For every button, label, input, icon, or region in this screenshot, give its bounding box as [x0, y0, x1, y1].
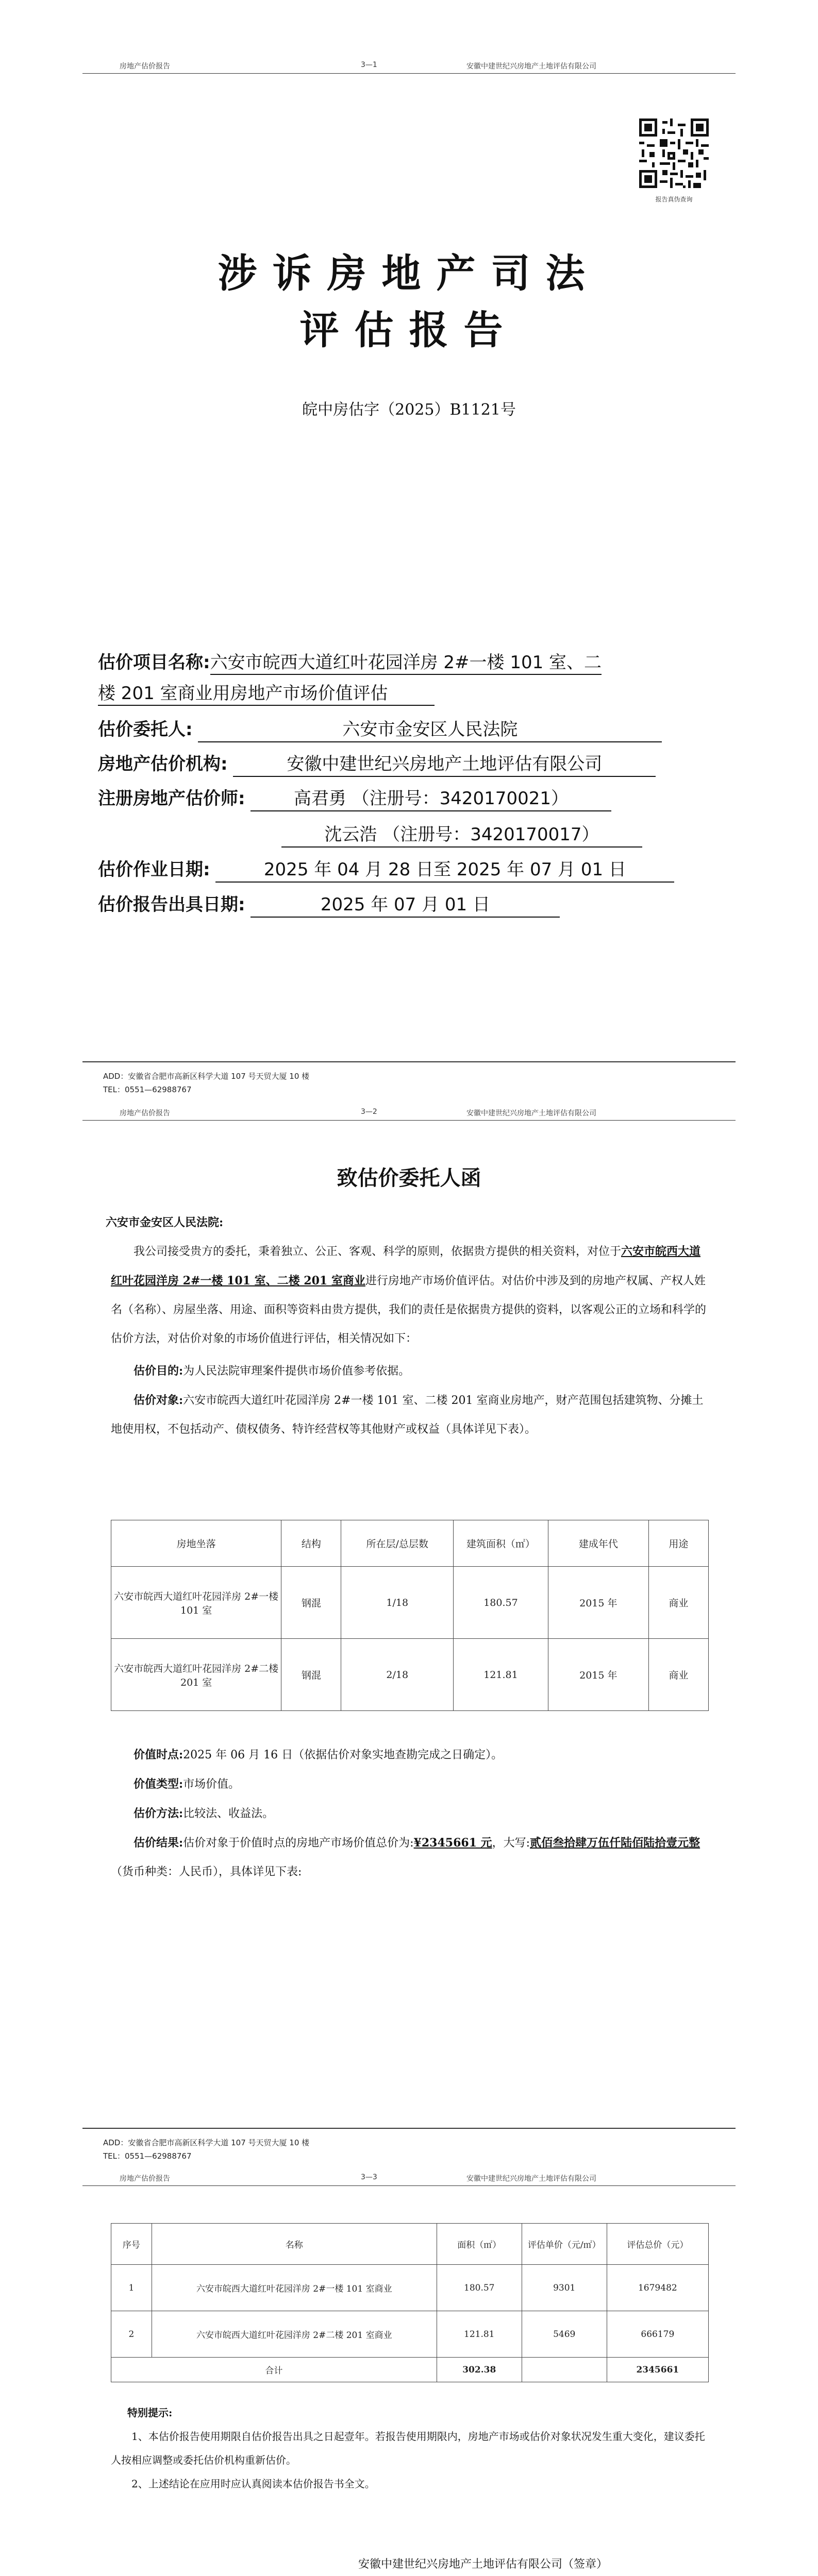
property-name: 六安市皖西大道红叶花园洋房 2#一楼 101 室、二楼 201 室商业	[111, 1245, 701, 1287]
appraiser-1: 高君勇 （注册号：3420170021）	[293, 788, 569, 809]
issue-value: 2025 年 07 月 01 日	[320, 894, 490, 915]
purpose-paragraph: 估价目的:为人民法院审理案件提供市场价值参考依据。	[133, 1364, 410, 1378]
footer-address: ADD：安徽省合肥市高新区科学大道 107 号天贸大厦 10 楼	[103, 1072, 310, 1081]
period-label: 估价作业日期:	[98, 859, 210, 880]
value-result: 估价结果:估价对象于价值时点的房地产市场价值总价为:¥2345661 元，大写:贰佰叁拾肆万伍仟陆佰陆拾壹元整（货币种类：人民币），具体详见下表:	[111, 1836, 700, 1878]
result-upper: 贰佰叁拾肆万伍仟陆佰陆拾壹元整	[530, 1836, 700, 1850]
value-time: 价值时点:2025 年 06 月 16 日（依据估价对象实地查勘完成之日确定）。	[133, 1748, 503, 1761]
client-value: 六安市金安区人民法院	[342, 719, 518, 740]
header-page: 3—1	[361, 61, 377, 69]
header-left: 房地产估价报告	[120, 2175, 170, 2183]
issue-label: 估价报告出具日期:	[98, 894, 245, 915]
header-page: 3—3	[361, 2173, 377, 2181]
report-title-line1: 涉诉房地产司法	[218, 250, 600, 296]
qr-code[interactable]	[639, 118, 709, 188]
value-method: 估价方法:比较法、收益法。	[133, 1807, 274, 1820]
header-left: 房地产估价报告	[120, 62, 170, 71]
table-row: 2 六安市皖西大道红叶花园洋房 2#二楼 201 室商业 121.81 5469 666179	[111, 2311, 709, 2358]
project-label: 估价项目名称:	[98, 652, 210, 673]
footer-tel: TEL：0551—62988767	[103, 2151, 192, 2161]
qr-code-icon	[639, 118, 709, 188]
th-structure: 结构	[281, 1520, 341, 1567]
header-left: 房地产估价报告	[120, 1109, 170, 1117]
table-row: 1 六安市皖西大道红叶花园洋房 2#一楼 101 室商业 180.57 9301 1679482	[111, 2265, 709, 2311]
object-paragraph: 估价对象:六安市皖西大道红叶花园洋房 2#一楼 101 室、二楼 201 室商业房地产，财产范围包括建筑物、分摊土地使用权，不包括动产、债权债务、特许经营权等其他财产或权益（具体详见下表）。	[111, 1394, 704, 1436]
salutation: 六安市金安区人民法院:	[106, 1216, 224, 1229]
value-type: 价值类型:市场价值。	[133, 1777, 240, 1791]
letter-body	[106, 1208, 707, 1444]
table-row: 六安市皖西大道红叶花园洋房 2#二楼 201 室 钢混 2/18 121.81 2015 年 商业	[111, 1639, 709, 1711]
company-sign: 安徽中建世纪兴房地产土地评估有限公司（签章）	[358, 2558, 608, 2571]
intro-paragraph: 我公司接受贵方的委托，秉着独立、公正、客观、科学的原则，依据贵方提供的相关资料，对位于六安市皖西大道红叶花园洋房 2#一楼 101 室、二楼 201 室商业进行房地产市场价值评估。对估价中涉及到的房地产权属、产权人姓名（名称）、房屋坐落、用途、面积等资料由贵方提供，我们的责任是依据贵方提供的资料，以客观公正的立场和科学的估价方法，对估价对象的市场价值进行评估，相关情况如下：	[111, 1245, 707, 1345]
client-label: 估价委托人:	[98, 719, 193, 740]
th-floor: 所在层/总层数	[341, 1520, 454, 1567]
header-right: 安徽中建世纪兴房地产土地评估有限公司	[466, 1109, 596, 1117]
table-row: 六安市皖西大道红叶花园洋房 2#一楼 101 室 钢混 1/18 180.57 2015 年 商业	[111, 1567, 709, 1639]
th-unit-price: 评估单价（元/㎡）	[522, 2224, 607, 2265]
result-value: ¥2345661 元	[413, 1836, 492, 1850]
appraiser-label: 注册房地产估价师:	[98, 788, 245, 809]
header-right: 安徽中建世纪兴房地产土地评估有限公司	[466, 2175, 596, 2183]
client-row	[98, 715, 662, 742]
th-area: 面积（㎡）	[437, 2224, 522, 2265]
property-table	[111, 1520, 709, 1711]
footer-address: ADD：安徽省合肥市高新区科学大道 107 号天贸大厦 10 楼	[103, 2138, 310, 2147]
agency-row	[98, 750, 656, 777]
th-name: 名称	[152, 2224, 437, 2265]
project-value-2: 楼 201 室商业用房地产市场价值评估	[98, 683, 435, 706]
appraiser-2: 沈云浩 （注册号：3420170017）	[324, 824, 599, 845]
period-row	[98, 855, 674, 883]
valuation-details	[111, 1740, 707, 1887]
total-row: 合计 302.38 2345661	[111, 2358, 709, 2382]
project-value-1: 六安市皖西大道红叶花园洋房 2#一楼 101 室、二	[210, 652, 602, 675]
agency-value: 安徽中建世纪兴房地产土地评估有限公司	[287, 754, 603, 774]
footer-tel: TEL：0551—62988767	[103, 1085, 192, 1094]
header-page: 3—2	[361, 1108, 377, 1116]
th-total: 评估总价（元）	[607, 2224, 708, 2265]
special-notice	[111, 2401, 707, 2496]
agency-label: 房地产估价机构:	[98, 754, 228, 774]
notice-2: 2、上述结论在应用时应认真阅读本估价报告书全文。	[131, 2478, 375, 2490]
notice-title: 特别提示:	[127, 2406, 173, 2419]
qr-caption: 报告真伪查询	[655, 196, 693, 203]
project-row-2	[98, 679, 435, 704]
appraiser-row-1	[98, 784, 611, 811]
th-year: 建成年代	[548, 1520, 648, 1567]
header-right: 安徽中建世纪兴房地产土地评估有限公司	[466, 62, 596, 71]
report-number: 皖中房估字（2025）B1121号	[302, 401, 516, 419]
period-value: 2025 年 04 月 28 日至 2025 年 07 月 01 日	[263, 859, 626, 880]
project-row-1	[98, 648, 602, 673]
appraiser-row-2	[281, 820, 642, 848]
valuation-table	[111, 2223, 709, 2382]
th-area: 建筑面积（㎡）	[454, 1520, 548, 1567]
th-no: 序号	[111, 2224, 152, 2265]
th-location: 房地坐落	[111, 1520, 281, 1567]
letter-title: 致估价委托人函	[337, 1166, 481, 1190]
issue-row	[98, 890, 560, 918]
notice-1: 1、本估价报告使用期限自估价报告出具之日起壹年。若报告使用期限内，房地产市场或估价对象状况发生重大变化，建议委托人按相应调整或委托估价机构重新估价。	[111, 2430, 705, 2466]
th-use: 用途	[648, 1520, 708, 1567]
report-title-line2: 评估报告	[299, 307, 519, 353]
